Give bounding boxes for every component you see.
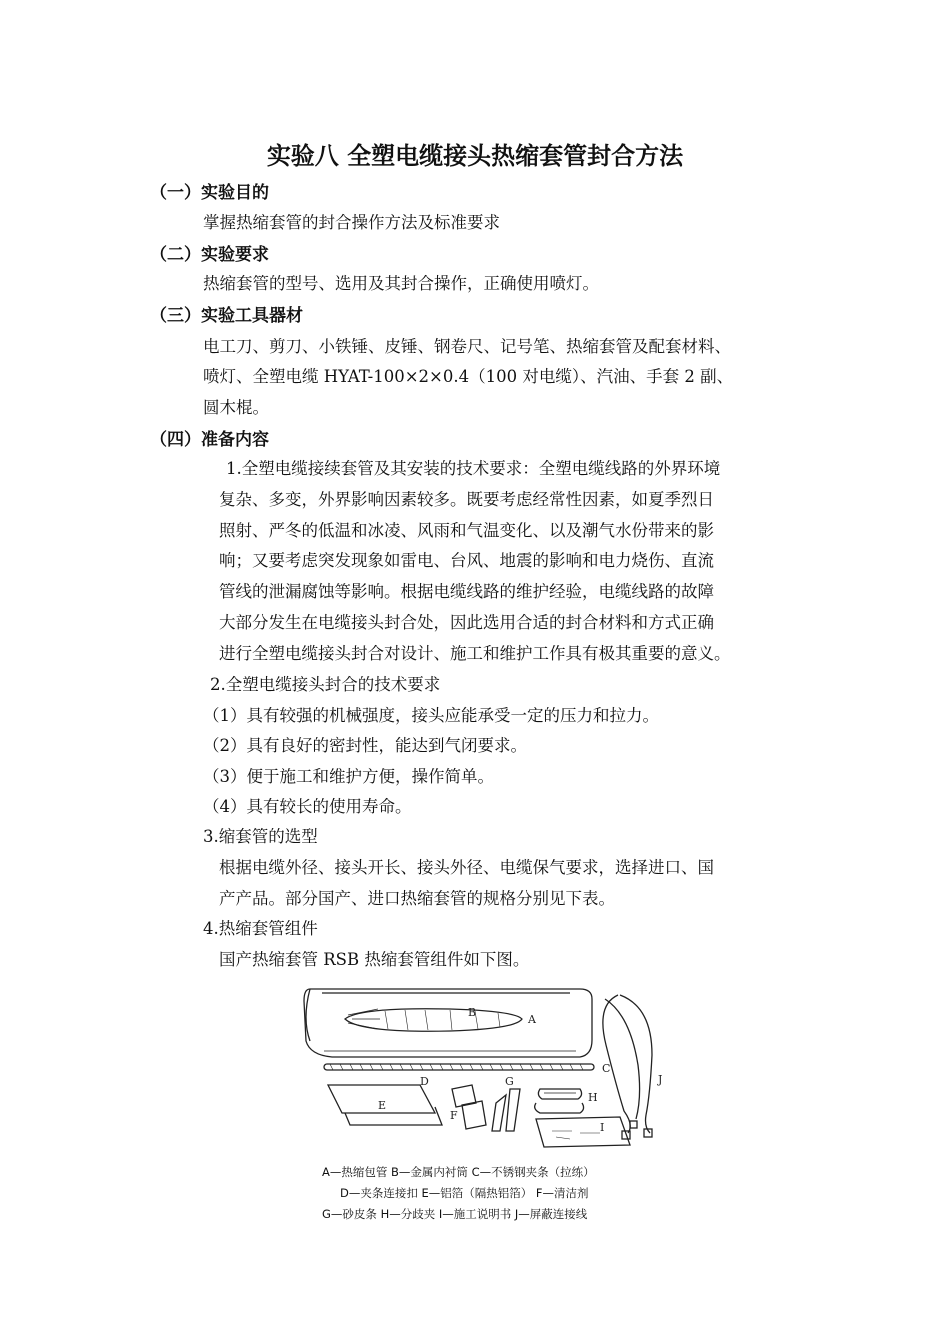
fig-label: A: [528, 1013, 536, 1026]
cleaner-f-shape: [452, 1085, 486, 1129]
prep-p4-title: 4.热缩套管组件: [203, 919, 318, 938]
prep-p1-line: 管线的泄漏腐蚀等影响。根据电缆线路的维护经验，电缆线路的故障: [219, 582, 714, 601]
figure-caption-line: A—热缩包管 B—金属内衬筒 C—不锈钢夹条（拉练）: [322, 1165, 595, 1179]
fig-label: H: [588, 1091, 598, 1104]
prep-p2-title: 2.全塑电缆接头封合的技术要求: [210, 675, 441, 694]
liner-b-shape: [345, 1009, 522, 1032]
prep-p2-item: （1）具有较强的机械强度，接头应能承受一定的压力和拉力。: [203, 706, 659, 725]
fig-label: G: [505, 1075, 514, 1088]
section-3-line: 圆木棍。: [203, 398, 269, 417]
prep-p1-line: 1.全塑电缆接续套管及其安装的技术要求：全塑电缆线路的外界环境: [226, 459, 721, 478]
sheet-i-shape: [536, 1117, 630, 1147]
fig-label: F: [450, 1109, 458, 1122]
section-2-line: 热缩套管的型号、选用及其封合操作，正确使用喷灯。: [203, 274, 599, 293]
sand-g-shape: [492, 1089, 520, 1131]
prep-p3-title: 3.缩套管的选型: [203, 827, 318, 846]
kit-illustration: [300, 985, 690, 1160]
fig-label: C: [602, 1062, 611, 1075]
prep-p1-line: 响；又要考虑突发现象如雷电、台风、地震的影响和电力烧伤、直流: [219, 551, 714, 570]
page-title: 实验八 全塑电缆接头热缩套管封合方法: [266, 142, 684, 170]
prep-p2-item: （2）具有良好的密封性，能达到气闭要求。: [203, 736, 527, 755]
section-heading-2: （二）实验要求: [150, 245, 269, 265]
prep-p3-line: 产产品。部分国产、进口热缩套管的规格分别见下表。: [219, 889, 615, 908]
fig-label: J: [658, 1073, 663, 1086]
prep-p2-item: （3）便于施工和维护方便，操作简单。: [203, 767, 494, 786]
prep-p1-line: 照射、严冬的低温和冰凌、风雨和气温变化、以及潮气水份带来的影: [219, 521, 714, 540]
prep-p4-line: 国产热缩套管 RSB 热缩套管组件如下图。: [219, 950, 530, 969]
sleeve-a-shape: [304, 989, 592, 1057]
prep-p1-line: 复杂、多变，外界影响因素较多。既要考虑经常性因素，如夏季烈日: [219, 490, 714, 509]
strip-c-shape: [324, 1064, 594, 1070]
fig-label: B: [468, 1006, 477, 1019]
section-3-line: 喷灯、全塑电缆 HYAT-100×2×0.4（100 对电缆）、汽油、手套 2 副、: [203, 367, 734, 386]
section-heading-4: （四）准备内容: [150, 430, 269, 450]
fig-label: I: [600, 1121, 605, 1134]
prep-p1-line: 大部分发生在电缆接头封合处，因此选用合适的封合材料和方式正确: [219, 613, 714, 632]
section-3-line: 电工刀、剪刀、小铁锤、皮锤、钢卷尺、记号笔、热缩套管及配套材料、: [203, 337, 731, 356]
fig-label: E: [378, 1099, 387, 1112]
prep-p3-line: 根据电缆外径、接头开长、接头外径、电缆保气要求，选择进口、国: [219, 858, 714, 877]
figure-caption-line: D—夹条连接扣 E—铝箔（隔热铝箔） F—清洁剂: [340, 1186, 589, 1200]
prep-p1-line: 进行全塑电缆接头封合对设计、施工和维护工作具有极其重要的意义。: [219, 644, 731, 663]
prep-p2-item: （4）具有较长的使用寿命。: [203, 797, 412, 816]
section-heading-1: （一）实验目的: [150, 183, 269, 203]
section-1-line: 掌握热缩套管的封合操作方法及标准要求: [203, 213, 500, 232]
figure-caption-line: G—砂皮条 H—分歧夹 I—施工说明书 J—屏蔽连接线: [322, 1207, 588, 1221]
section-heading-3: （三）实验工具器材: [150, 306, 303, 326]
clip-h-shape: [535, 1089, 584, 1113]
fig-label: D: [420, 1075, 429, 1088]
